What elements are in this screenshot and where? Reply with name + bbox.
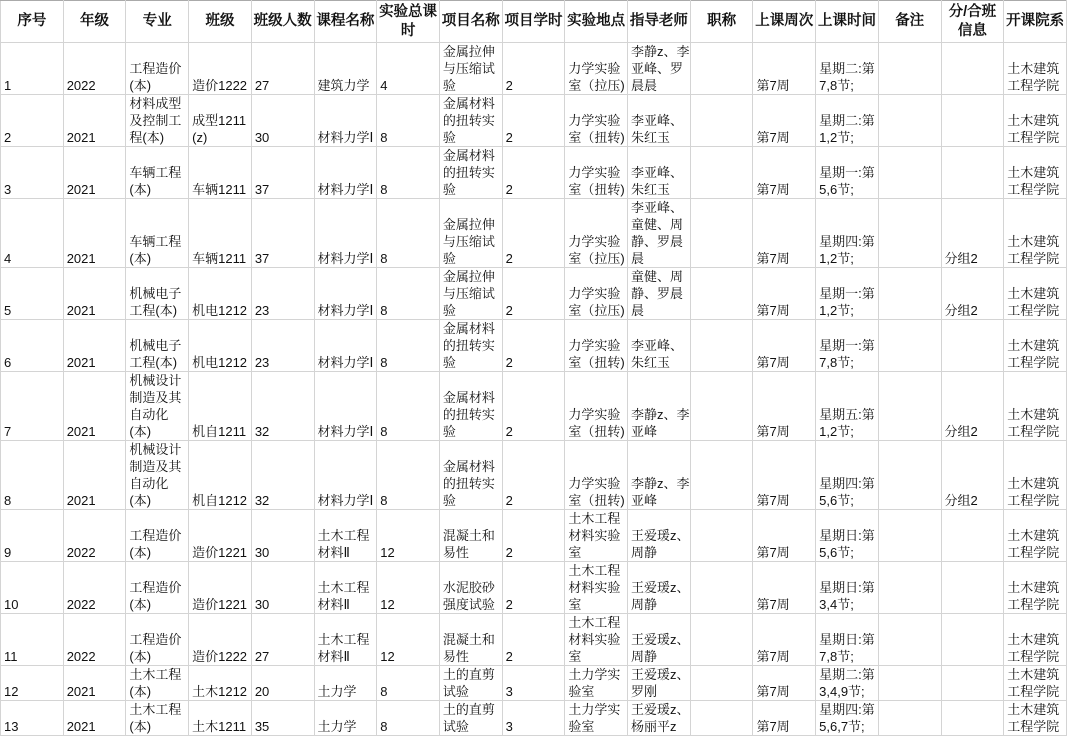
table-cell[interactable]: 李静z、李亚峰、罗晨晨	[628, 43, 691, 95]
table-cell[interactable]: 2	[502, 510, 565, 562]
column-header[interactable]: 指导老师	[628, 1, 691, 43]
table-cell[interactable]: 2	[502, 147, 565, 199]
table-row	[1, 510, 1067, 562]
table-cell[interactable]: 童健、周静、罗晨晨	[628, 268, 691, 320]
table-cell[interactable]: 材料力学Ⅰ	[314, 268, 377, 320]
table-cell[interactable]: 金属材料的扭转实验	[439, 372, 502, 441]
header-row	[1, 1, 1067, 43]
table-cell[interactable]: 造价1221	[189, 562, 252, 614]
table-cell[interactable]: 机自1211	[189, 372, 252, 441]
table-cell[interactable]: 7	[1, 372, 64, 441]
table-cell[interactable]: 材料成型及控制工程(本)	[126, 95, 189, 147]
table-cell[interactable]: 2021	[63, 95, 126, 147]
column-header[interactable]: 分/合班信息	[941, 1, 1004, 43]
table-cell[interactable]: 星期二:第3,4,9节;	[816, 666, 879, 701]
table-cell[interactable]: 2	[502, 268, 565, 320]
table-cell[interactable]: 金属材料的扭转实验	[439, 147, 502, 199]
table-row	[1, 199, 1067, 268]
column-header[interactable]: 上课周次	[753, 1, 816, 43]
table-cell[interactable]: 力学实验室（拉压)	[565, 43, 628, 95]
table-cell[interactable]: 8	[377, 666, 440, 701]
table-cell[interactable]: 2	[502, 562, 565, 614]
table-cell[interactable]	[878, 43, 941, 95]
table-cell[interactable]: 8	[377, 320, 440, 372]
table-cell[interactable]: 2	[1, 95, 64, 147]
table-cell[interactable]: 力学实验室（扭转)	[565, 441, 628, 510]
table-cell[interactable]	[878, 441, 941, 510]
table-cell[interactable]: 土木建筑工程学院	[1004, 372, 1067, 441]
table-cell[interactable]: 造价1221	[189, 510, 252, 562]
table-cell[interactable]: 10	[1, 562, 64, 614]
table-cell[interactable]	[941, 701, 1004, 736]
column-header[interactable]: 年级	[63, 1, 126, 43]
table-cell[interactable]: 30	[251, 95, 314, 147]
table-cell[interactable]: 水泥胶砂强度试验	[439, 562, 502, 614]
table-cell[interactable]: 2021	[63, 372, 126, 441]
table-cell[interactable]: 星期日:第3,4节;	[816, 562, 879, 614]
table-cell[interactable]: 材料力学Ⅰ	[314, 320, 377, 372]
table-cell[interactable]: 土力学实验室	[565, 701, 628, 736]
table-cell[interactable]: 土木建筑工程学院	[1004, 320, 1067, 372]
table-cell[interactable]: 8	[377, 199, 440, 268]
table-cell[interactable]: 土的直剪试验	[439, 666, 502, 701]
table-cell[interactable]: 分组2	[941, 268, 1004, 320]
table-cell[interactable]: 星期日:第5,6节;	[816, 510, 879, 562]
table-cell[interactable]: 27	[251, 614, 314, 666]
table-cell[interactable]: 机电1212	[189, 268, 252, 320]
table-cell[interactable]: 星期二:第7,8节;	[816, 43, 879, 95]
table-cell[interactable]: 机械电子工程(本)	[126, 320, 189, 372]
table-cell[interactable]: 星期一:第5,6节;	[816, 147, 879, 199]
table-cell[interactable]	[941, 510, 1004, 562]
table-cell[interactable]: 李亚峰、朱红玉	[628, 95, 691, 147]
table-cell[interactable]: 星期四:第1,2节;	[816, 199, 879, 268]
column-header[interactable]: 上课时间	[816, 1, 879, 43]
table-cell[interactable]: 32	[251, 372, 314, 441]
table-cell[interactable]: 2	[502, 441, 565, 510]
table-cell[interactable]: 2021	[63, 268, 126, 320]
table-cell[interactable]: 星期四:第5,6,7节;	[816, 701, 879, 736]
table-cell[interactable]: 星期四:第5,6节;	[816, 441, 879, 510]
table-cell[interactable]: 土木工程材料Ⅱ	[314, 614, 377, 666]
table-cell[interactable]: 2	[502, 372, 565, 441]
table-cell[interactable]: 32	[251, 441, 314, 510]
column-header[interactable]: 序号	[1, 1, 64, 43]
table-cell[interactable]: 材料力学Ⅰ	[314, 199, 377, 268]
table-cell[interactable]	[878, 372, 941, 441]
column-header[interactable]: 课程名称	[314, 1, 377, 43]
table-cell[interactable]: 1	[1, 43, 64, 95]
table-row	[1, 441, 1067, 510]
table-row	[1, 701, 1067, 736]
table-cell[interactable]: 23	[251, 320, 314, 372]
table-cell[interactable]: 2021	[63, 147, 126, 199]
table-row	[1, 268, 1067, 320]
table-cell[interactable]: 材料力学Ⅰ	[314, 441, 377, 510]
table-cell[interactable]	[941, 562, 1004, 614]
table-cell[interactable]: 37	[251, 147, 314, 199]
column-header[interactable]: 备注	[878, 1, 941, 43]
table-cell[interactable]: 第7周	[753, 614, 816, 666]
table-cell[interactable]: 材料力学Ⅰ	[314, 372, 377, 441]
table-cell[interactable]: 金属材料的扭转实验	[439, 95, 502, 147]
table-row	[1, 43, 1067, 95]
table-cell[interactable]	[941, 43, 1004, 95]
table-cell[interactable]: 13	[1, 701, 64, 736]
table-cell[interactable]: 第7周	[753, 666, 816, 701]
table-cell[interactable]: 6	[1, 320, 64, 372]
table-cell[interactable]: 力学实验室（扭转)	[565, 320, 628, 372]
table-cell[interactable]: 第7周	[753, 95, 816, 147]
table-cell[interactable]: 车辆1211	[189, 147, 252, 199]
table-cell[interactable]	[690, 372, 753, 441]
table-cell[interactable]: 车辆工程(本)	[126, 147, 189, 199]
column-header[interactable]: 开课院系	[1004, 1, 1067, 43]
table-cell[interactable]: 力学实验室（拉压)	[565, 199, 628, 268]
table-row	[1, 614, 1067, 666]
table-cell[interactable]: 2022	[63, 43, 126, 95]
table-cell[interactable]: 8	[377, 95, 440, 147]
table-cell[interactable]: 力学实验室（拉压)	[565, 268, 628, 320]
table-cell[interactable]	[941, 147, 1004, 199]
table-cell[interactable]: 造价1222	[189, 614, 252, 666]
table-cell[interactable]: 成型1211(z)	[189, 95, 252, 147]
table-cell[interactable]: 机自1212	[189, 441, 252, 510]
table-cell[interactable]: 材料力学Ⅰ	[314, 95, 377, 147]
table-cell[interactable]: 星期一:第7,8节;	[816, 320, 879, 372]
table-cell[interactable]: 8	[377, 147, 440, 199]
column-header[interactable]: 实验地点	[565, 1, 628, 43]
table-cell[interactable]: 力学实验室（扭转)	[565, 95, 628, 147]
table-cell[interactable]	[878, 701, 941, 736]
table-cell[interactable]: 土力学实验室	[565, 666, 628, 701]
table-cell[interactable]: 李静z、李亚峰	[628, 441, 691, 510]
column-header[interactable]: 职称	[690, 1, 753, 43]
table-cell[interactable]	[941, 320, 1004, 372]
table-cell[interactable]: 分组2	[941, 372, 1004, 441]
table-cell[interactable]: 第7周	[753, 147, 816, 199]
table-cell[interactable]: 第7周	[753, 510, 816, 562]
table-cell[interactable]: 工程造价(本)	[126, 614, 189, 666]
table-cell[interactable]	[878, 614, 941, 666]
table-row	[1, 562, 1067, 614]
table-cell[interactable]: 8	[1, 441, 64, 510]
table-cell[interactable]: 2021	[63, 441, 126, 510]
table-cell[interactable]: 土的直剪试验	[439, 701, 502, 736]
table-cell[interactable]: 分组2	[941, 199, 1004, 268]
table-cell[interactable]: 王爱瑗z、罗刚	[628, 666, 691, 701]
table-cell[interactable]: 35	[251, 701, 314, 736]
table-cell[interactable]: 2	[502, 320, 565, 372]
table-cell[interactable]: 第7周	[753, 562, 816, 614]
table-cell[interactable]: 王爱瑗z、周静	[628, 562, 691, 614]
table-cell[interactable]	[690, 147, 753, 199]
table-cell[interactable]	[690, 268, 753, 320]
table-cell[interactable]: 4	[377, 43, 440, 95]
table-cell[interactable]	[690, 441, 753, 510]
table-cell[interactable]: 李亚峰、童健、周静、罗晨晨	[628, 199, 691, 268]
table-cell[interactable]: 工程造价(本)	[126, 43, 189, 95]
table-cell[interactable]: 3	[502, 666, 565, 701]
table-cell[interactable]: 金属拉伸与压缩试验	[439, 268, 502, 320]
table-cell[interactable]: 李亚峰、朱红玉	[628, 320, 691, 372]
table-cell[interactable]: 工程造价(本)	[126, 510, 189, 562]
table-cell[interactable]: 土木建筑工程学院	[1004, 562, 1067, 614]
table-cell[interactable]: 土力学	[314, 701, 377, 736]
table-cell[interactable]	[878, 510, 941, 562]
table-cell[interactable]: 混凝土和易性	[439, 510, 502, 562]
table-cell[interactable]: 4	[1, 199, 64, 268]
table-cell[interactable]: 土木建筑工程学院	[1004, 95, 1067, 147]
column-header[interactable]: 实验总课时	[377, 1, 440, 43]
table-cell[interactable]: 力学实验室（扭转)	[565, 147, 628, 199]
table-cell[interactable]: 8	[377, 701, 440, 736]
table-cell[interactable]: 力学实验室（扭转)	[565, 372, 628, 441]
table-cell[interactable]: 2	[502, 614, 565, 666]
table-cell[interactable]: 金属拉伸与压缩试验	[439, 43, 502, 95]
table-cell[interactable]: 2021	[63, 701, 126, 736]
table-cell[interactable]	[878, 147, 941, 199]
table-cell[interactable]	[878, 320, 941, 372]
table-cell[interactable]: 车辆工程(本)	[126, 199, 189, 268]
table-cell[interactable]: 机械电子工程(本)	[126, 268, 189, 320]
table-cell[interactable]	[878, 95, 941, 147]
table-row	[1, 320, 1067, 372]
table-cell[interactable]: 车辆1211	[189, 199, 252, 268]
table-cell[interactable]: 李静z、李亚峰	[628, 372, 691, 441]
table-cell[interactable]	[690, 199, 753, 268]
table-cell[interactable]: 土木建筑工程学院	[1004, 199, 1067, 268]
table-cell[interactable]: 8	[377, 372, 440, 441]
table-cell[interactable]: 土力学	[314, 666, 377, 701]
column-header[interactable]: 班级人数	[251, 1, 314, 43]
table-cell[interactable]: 12	[377, 562, 440, 614]
table-cell[interactable]: 37	[251, 199, 314, 268]
table-cell[interactable]: 8	[377, 441, 440, 510]
table-cell[interactable]	[941, 614, 1004, 666]
table-cell[interactable]: 土木工程(本)	[126, 701, 189, 736]
table-cell[interactable]: 土木建筑工程学院	[1004, 666, 1067, 701]
table-cell[interactable]: 李亚峰、朱红玉	[628, 147, 691, 199]
table-cell[interactable]: 土木1211	[189, 701, 252, 736]
table-cell[interactable]: 建筑力学	[314, 43, 377, 95]
table-cell[interactable]: 分组2	[941, 441, 1004, 510]
table-cell[interactable]	[878, 666, 941, 701]
table-cell[interactable]: 造价1222	[189, 43, 252, 95]
table-cell[interactable]: 土木1212	[189, 666, 252, 701]
table-cell[interactable]: 星期一:第1,2节;	[816, 268, 879, 320]
table-cell[interactable]: 土木建筑工程学院	[1004, 268, 1067, 320]
table-cell[interactable]: 2021	[63, 199, 126, 268]
table-cell[interactable]	[941, 95, 1004, 147]
column-header[interactable]: 项目名称	[439, 1, 502, 43]
table-cell[interactable]: 土木建筑工程学院	[1004, 510, 1067, 562]
table-cell[interactable]: 27	[251, 43, 314, 95]
table-cell[interactable]: 30	[251, 510, 314, 562]
table-cell[interactable]	[690, 320, 753, 372]
table-cell[interactable]: 星期五:第1,2节;	[816, 372, 879, 441]
table-cell[interactable]: 金属拉伸与压缩试验	[439, 199, 502, 268]
table-cell[interactable]: 2022	[63, 510, 126, 562]
table-cell[interactable]: 土木工程(本)	[126, 666, 189, 701]
table-cell[interactable]: 第7周	[753, 320, 816, 372]
table-row	[1, 95, 1067, 147]
table-cell[interactable]	[878, 199, 941, 268]
table-cell[interactable]	[690, 95, 753, 147]
table-cell[interactable]: 机电1212	[189, 320, 252, 372]
table-cell[interactable]: 金属材料的扭转实验	[439, 320, 502, 372]
table-cell[interactable]: 土木建筑工程学院	[1004, 614, 1067, 666]
table-cell[interactable]	[690, 701, 753, 736]
table-cell[interactable]: 23	[251, 268, 314, 320]
table-cell[interactable]	[878, 268, 941, 320]
table-cell[interactable]: 9	[1, 510, 64, 562]
table-cell[interactable]: 土木工程材料实验室	[565, 562, 628, 614]
table-cell[interactable]: 第7周	[753, 268, 816, 320]
table-cell[interactable]: 土木工程材料实验室	[565, 510, 628, 562]
table-cell[interactable]	[690, 562, 753, 614]
table-cell[interactable]: 2021	[63, 666, 126, 701]
table-cell[interactable]	[690, 614, 753, 666]
table-cell[interactable]: 第7周	[753, 441, 816, 510]
table-cell[interactable]: 2022	[63, 562, 126, 614]
table-cell[interactable]: 30	[251, 562, 314, 614]
table-cell[interactable]: 金属材料的扭转实验	[439, 441, 502, 510]
table-cell[interactable]: 第7周	[753, 199, 816, 268]
table-cell[interactable]	[690, 666, 753, 701]
table-cell[interactable]: 8	[377, 268, 440, 320]
column-header[interactable]: 专业	[126, 1, 189, 43]
table-cell[interactable]: 土木建筑工程学院	[1004, 43, 1067, 95]
table-row	[1, 147, 1067, 199]
table-cell[interactable]: 王爱瑗z、周静	[628, 614, 691, 666]
table-row	[1, 372, 1067, 441]
table-cell[interactable]: 5	[1, 268, 64, 320]
table-cell[interactable]: 2	[502, 43, 565, 95]
table-row	[1, 666, 1067, 701]
table-cell[interactable]: 王爱瑗z、周静	[628, 510, 691, 562]
table-cell[interactable]: 工程造价(本)	[126, 562, 189, 614]
table-cell[interactable]: 2	[502, 95, 565, 147]
table-cell[interactable]: 12	[377, 614, 440, 666]
table-cell[interactable]: 机械设计制造及其自动化(本)	[126, 372, 189, 441]
table-cell[interactable]: 混凝土和易性	[439, 614, 502, 666]
table-cell[interactable]	[690, 510, 753, 562]
table-cell[interactable]: 2022	[63, 614, 126, 666]
table-cell[interactable]: 星期二:第1,2节;	[816, 95, 879, 147]
table-cell[interactable]: 2	[502, 199, 565, 268]
table-cell[interactable]: 12	[1, 666, 64, 701]
table-cell[interactable]: 12	[377, 510, 440, 562]
table-cell[interactable]: 第7周	[753, 701, 816, 736]
table-cell[interactable]: 土木建筑工程学院	[1004, 701, 1067, 736]
table-cell[interactable]: 土木工程材料Ⅱ	[314, 562, 377, 614]
table-cell[interactable]: 20	[251, 666, 314, 701]
table-cell[interactable]	[878, 562, 941, 614]
table-cell[interactable]: 3	[502, 701, 565, 736]
table-cell[interactable]: 星期日:第7,8节;	[816, 614, 879, 666]
table-cell[interactable]: 第7周	[753, 372, 816, 441]
table-cell[interactable]: 土木工程材料实验室	[565, 614, 628, 666]
table-cell[interactable]: 王爱瑗z、杨丽平z	[628, 701, 691, 736]
table-cell[interactable]: 材料力学Ⅰ	[314, 147, 377, 199]
table-cell[interactable]: 第7周	[753, 43, 816, 95]
table-cell[interactable]: 土木建筑工程学院	[1004, 147, 1067, 199]
table-cell[interactable]: 3	[1, 147, 64, 199]
table-cell[interactable]: 机械设计制造及其自动化(本)	[126, 441, 189, 510]
table-cell[interactable]: 11	[1, 614, 64, 666]
table-cell[interactable]: 土木工程材料Ⅱ	[314, 510, 377, 562]
column-header[interactable]: 项目学时	[502, 1, 565, 43]
table-cell[interactable]	[690, 43, 753, 95]
table-cell[interactable]: 土木建筑工程学院	[1004, 441, 1067, 510]
table-cell[interactable]	[941, 666, 1004, 701]
table-cell[interactable]: 2021	[63, 320, 126, 372]
column-header[interactable]: 班级	[189, 1, 252, 43]
